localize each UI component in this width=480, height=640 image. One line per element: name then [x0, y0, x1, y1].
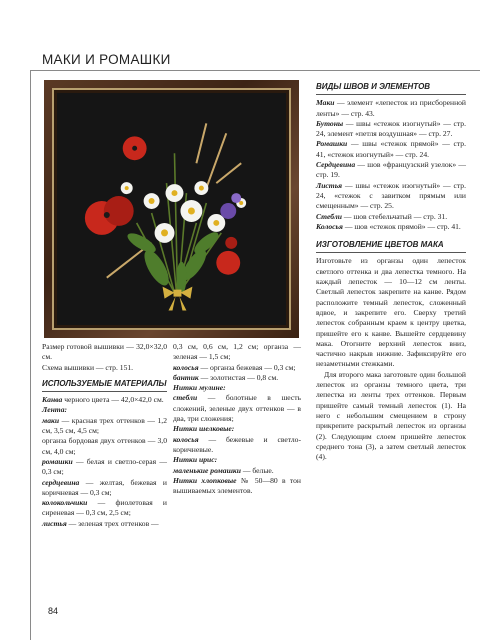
item-text: 0,3 см, 0,6 см, 1,2 см; органза — зеленая — 1,5 см; — [173, 342, 301, 362]
list-item — [316, 119, 466, 140]
list-item — [173, 424, 301, 434]
item-term: ромашки — [42, 456, 73, 466]
list-item — [316, 181, 466, 212]
list-item — [42, 519, 167, 529]
list-item — [316, 98, 466, 119]
list-item — [173, 455, 301, 465]
item-term: Нитки шелковые: — [173, 424, 235, 434]
list-item — [173, 373, 301, 383]
item-term: Нитки мулине: — [173, 383, 226, 393]
embroidery-photo — [57, 93, 286, 325]
margin-rule — [30, 70, 31, 640]
list-item — [42, 478, 167, 499]
item-text: — органза бежевая — 0,3 см; — [198, 362, 296, 372]
item-text: — желтая, бежевая и коричневая — 0,3 см; — [42, 477, 167, 497]
embroidery-photo-frame — [44, 80, 299, 338]
item-term: Сердцевина — [316, 160, 356, 170]
list-item — [173, 476, 301, 497]
list-item — [173, 435, 301, 456]
list-item — [316, 212, 466, 222]
item-text: — золотистая — 0,8 см. — [198, 372, 279, 382]
item-text: — швы «стежок прямой» — стр. 41, «стежок изогнутый» — стр. 24. — [316, 139, 466, 159]
item-term: маленькие ромашки — [173, 465, 241, 475]
item-term: Бутоны — [316, 118, 344, 128]
item-text: — шов «французский узелок» — стр. 19. — [316, 160, 466, 180]
item-text: — зеленая трех оттенков — — [66, 518, 159, 528]
item-term: маки — [42, 415, 60, 425]
section-title: МАКИ И РОМАШКИ — [42, 52, 171, 67]
item-text: — шов «стежок прямой» — стр. 41. — [342, 221, 461, 231]
item-text: — красная трех оттенков — 1,2 см, 3,5 см, 4,5 см; — [42, 415, 167, 436]
item-term: бантик — [173, 372, 199, 382]
item-text: органза бордовая двух оттенков — 3,0 см, 4,0 см; — [42, 436, 167, 456]
list-item — [173, 342, 301, 363]
bouquet-illustration — [57, 93, 286, 325]
item-term: Ромашки — [316, 139, 348, 149]
item-term: Нитки хлопковые — [173, 475, 237, 485]
item-term: листья — [42, 518, 67, 528]
paragraph-2: Для второго мака заготовьте один большой лепесток из органзы темного цвета, три лепестка из ленты трех оттенков. Первым пришейте самый темный лепесток (1). На него с небольшим смещением в строну прикрепите раскрытый лепесток из органзы (2). Следующим слоем пришейте лепесток среднего тона (3), а затем светлый лепесток (4). — [316, 369, 466, 462]
stitches-heading: ВИДЫ ШВОВ И ЭЛЕМЕНТОВ — [316, 82, 431, 91]
item-term: Канва — [42, 395, 63, 405]
list-item — [316, 139, 466, 160]
list-item — [316, 160, 466, 181]
page-number: 84 — [48, 606, 59, 616]
item-term: стебли — [173, 393, 198, 403]
materials-column-continued — [173, 342, 301, 496]
item-text: — белая и светло-серая — 0,3 см; — [42, 456, 167, 477]
making-heading: ИЗГОТОВЛЕНИЕ ЦВЕТОВ МАКА — [316, 240, 444, 250]
materials-list-continued — [173, 342, 301, 496]
materials-list — [42, 395, 167, 529]
item-term: Лента: — [42, 405, 68, 415]
item-text: — элемент «лепесток из присборенной ленты» — стр. 43. — [316, 98, 466, 118]
item-text: — бежевые и светло-коричневые. — [173, 434, 301, 454]
heading-rule — [42, 391, 167, 392]
heading-rule — [316, 252, 466, 253]
list-item — [42, 457, 167, 478]
item-text: — швы «стежок изогнутый» — стр. 24, «стежок с завитком прямым или смещенным» — стр. 25. — [316, 180, 466, 211]
list-item — [173, 363, 301, 373]
materials-heading: ИСПОЛЬЗУЕМЫЕ МАТЕРИАЛЫ — [42, 378, 167, 388]
item-term: Маки — [316, 98, 335, 108]
size-text: Размер готовой вышивки — 32,0×32,0 см. — [42, 342, 167, 362]
item-text: черного цвета — 42,0×42,0 см. — [62, 395, 164, 405]
list-item — [42, 416, 167, 437]
title-rule — [30, 70, 480, 71]
item-term: Стебли — [316, 211, 342, 221]
instructions-column — [316, 80, 466, 462]
item-term: колосья — [173, 434, 199, 444]
item-text: — болотные в шесть сложений, зеленые двух оттенков — в два, три сложения; — [173, 393, 301, 424]
item-text: — швы «стежок изогнутый» — стр. 24, элемент «петля воздушная» — стр. 27. — [316, 118, 466, 139]
item-term: Колосья — [316, 221, 343, 231]
materials-column — [42, 342, 167, 529]
item-term: колокольчики — [42, 498, 88, 508]
frame-mat — [52, 88, 291, 330]
scheme-text: Схема вышивки — стр. 151. — [42, 362, 134, 372]
ribbon-bow — [163, 287, 193, 311]
list-item — [42, 405, 167, 415]
heading-rule — [316, 94, 466, 95]
list-item — [42, 498, 167, 519]
paragraph-1: Изготовьте из органзы один лепесток светлого оттенка и два лепестка темного. На каждый лепесток — 10—12 см ленты. Светлый лепесток закрепите на канве. Рядом расположите темный лепесток, сложенный вдвое, и закрепите его. Сверху третий лепесток собранным краем к центру цветка, пришейте его к канве. Вышейте сердцевину мака. Отогните верхний лепесток вниз, частично накрыв нижние. Зафиксируйте его незаметными стежками. — [316, 256, 466, 369]
stitches-list — [316, 98, 466, 232]
list-item — [42, 436, 167, 457]
item-term: колосья — [173, 362, 199, 372]
item-term: сердцевина — [42, 477, 80, 487]
item-term: Листья — [316, 180, 343, 190]
list-item — [42, 395, 167, 405]
list-item — [173, 393, 301, 424]
list-item — [173, 383, 301, 393]
item-text: № 50—80 в тон вышиваемых элементов. — [173, 475, 301, 496]
item-text: — шов стебельчатый — стр. 31. — [341, 211, 448, 221]
item-term: Нитки ирис: — [173, 455, 218, 465]
item-text: — белые. — [241, 465, 274, 475]
list-item — [173, 466, 301, 476]
list-item — [316, 222, 466, 232]
item-text: — фиолетовая и сиреневая — 0,3 см, 2,5 см; — [42, 498, 167, 518]
